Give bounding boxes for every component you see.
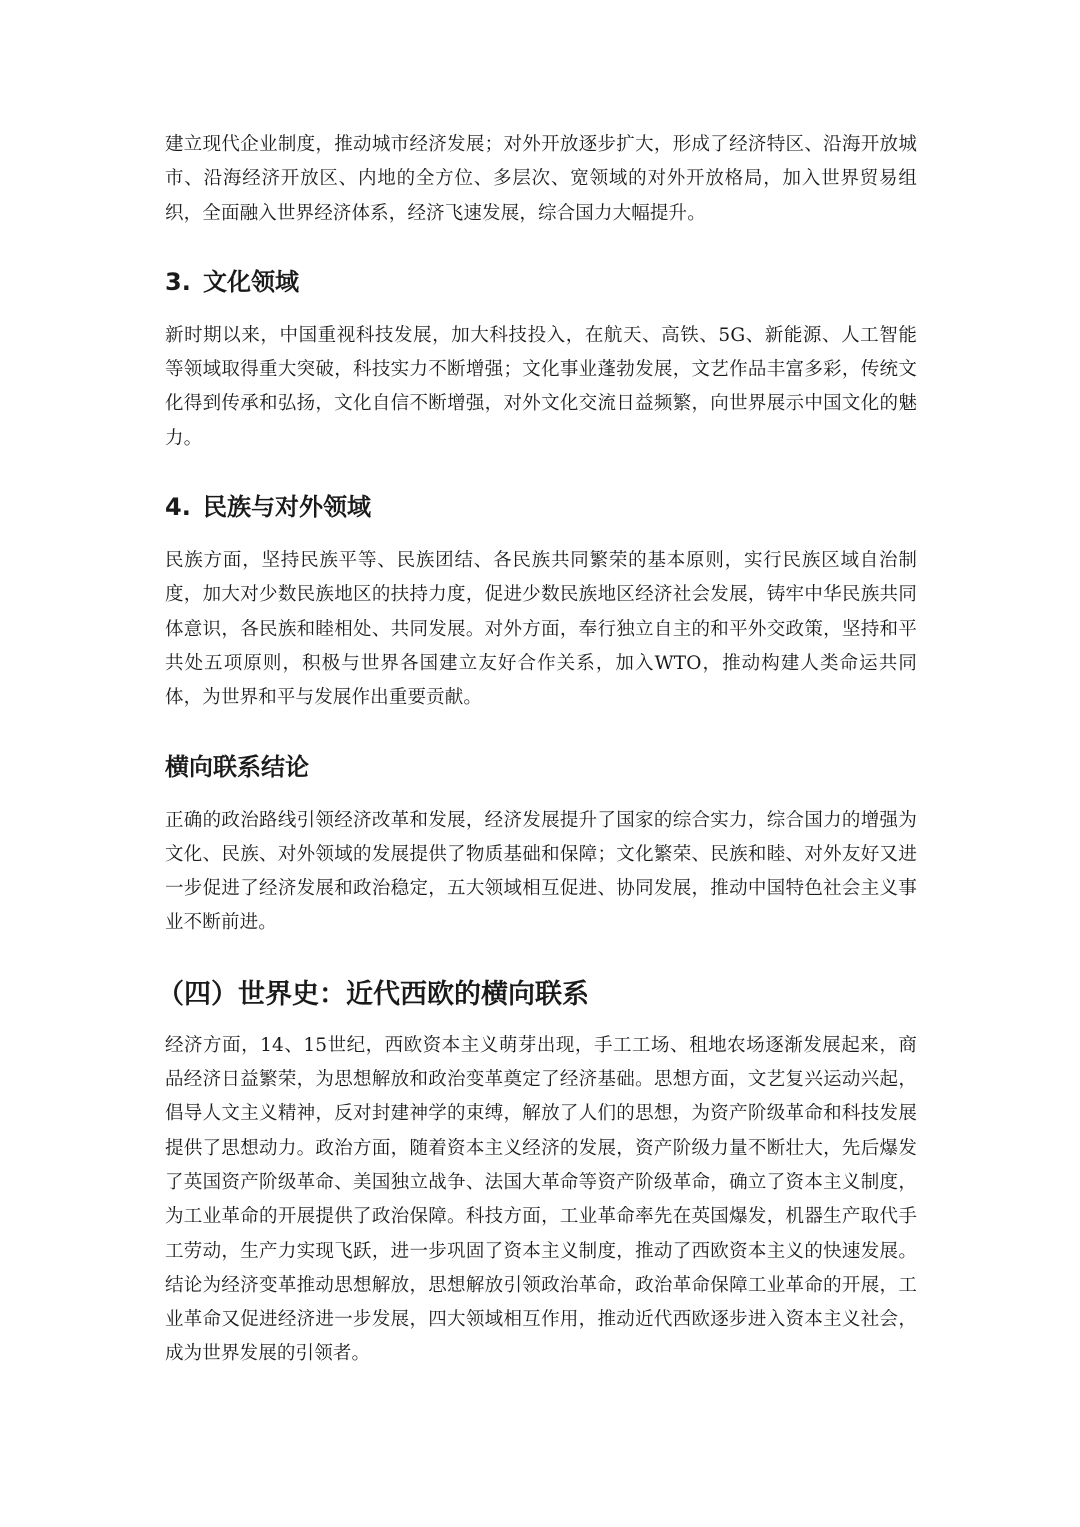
section-4-paragraph: 民族方面，坚持民族平等、民族团结、各民族共同繁荣的基本原则，实行民族区域自治制度，加大对少数民族地区的扶持力度，促进少数民族地区经济社会发展，铸牢中华民族共同体意识，各民族和睦相处、共同发展。对外方面，奉行独立自主的和平外交政策，坚持和平共处五项原则，积极与世界各国建立友好合作关系，加入WTO，推动构建人类命运共同体，为世界和平与发展作出重要贡献。 (165, 550, 917, 709)
section-4-number: 4. (165, 493, 191, 522)
section-4-title: 民族与对外领域 (203, 493, 371, 522)
part-4-paragraph: 经济方面，14、15世纪，西欧资本主义萌芽出现，手工工场、租地农场逐渐发展起来，商品经济日益繁荣，为思想解放和政治变革奠定了经济基础。思想方面，文艺复兴运动兴起，倡导人文主义精神，反对封建神学的束缚，解放了人们的思想，为资产阶级革命和科技发展提供了思想动力。政治方面，随着资本主义经济的发展，资产阶级力量不断壮大，先后爆发了英国资产阶级革命、美国独立战争、法国大革命等资产阶级革命，确立了资本主义制度，为工业革命的开展提供了政治保障。科技方面，工业革命率先在英国爆发，机器生产取代手工劳动，生产力实现飞跃，进一步巩固了资本主义制度，推动了西欧资本主义的快速发展。结论为经济变革推动思想解放，思想解放引领政治革命，政治革命保障工业革命的开展，工业革命又促进经济进一步发展，四大领域相互作用，推动近代西欧逐步进入资本主义社会，成为世界发展的引领者。 (165, 1034, 917, 1365)
section-3-paragraph: 新时期以来，中国重视科技发展，加大科技投入，在航天、高铁、5G、新能源、人工智能等领域取得重大突破，科技实力不断增强；文化事业蓬勃发展，文艺作品丰富多彩，传统文化得到传承和弘扬，文化自信不断增强，对外文化交流日益频繁，向世界展示中国文化的魅力。 (165, 324, 917, 449)
document-page (157, 128, 917, 1372)
intro-paragraph: 建立现代企业制度，推动城市经济发展；对外开放逐步扩大，形成了经济特区、沿海开放城市、沿海经济开放区、内地的全方位、多层次、宽领域的对外开放格局，加入世界贸易组织，全面融入世界经济体系，经济飞速发展，综合国力大幅提升。 (165, 134, 917, 224)
conclusion-paragraph: 正确的政治路线引领经济改革和发展，经济发展提升了国家的综合实力，综合国力的增强为文化、民族、对外领域的发展提供了物质基础和保障；文化繁荣、民族和睦、对外友好又进一步促进了经济发展和政治稳定，五大领域相互促进、协同发展，推动中国特色社会主义事业不断前进。 (165, 809, 917, 934)
section-4-heading (165, 490, 917, 524)
section-3-heading (165, 265, 917, 299)
conclusion-heading: 横向联系结论 (165, 752, 309, 781)
section-3-title: 文化领域 (203, 267, 299, 296)
section-3-number: 3. (165, 267, 191, 296)
part-4-heading: （四）世界史：近代西欧的横向联系 (157, 978, 589, 1010)
